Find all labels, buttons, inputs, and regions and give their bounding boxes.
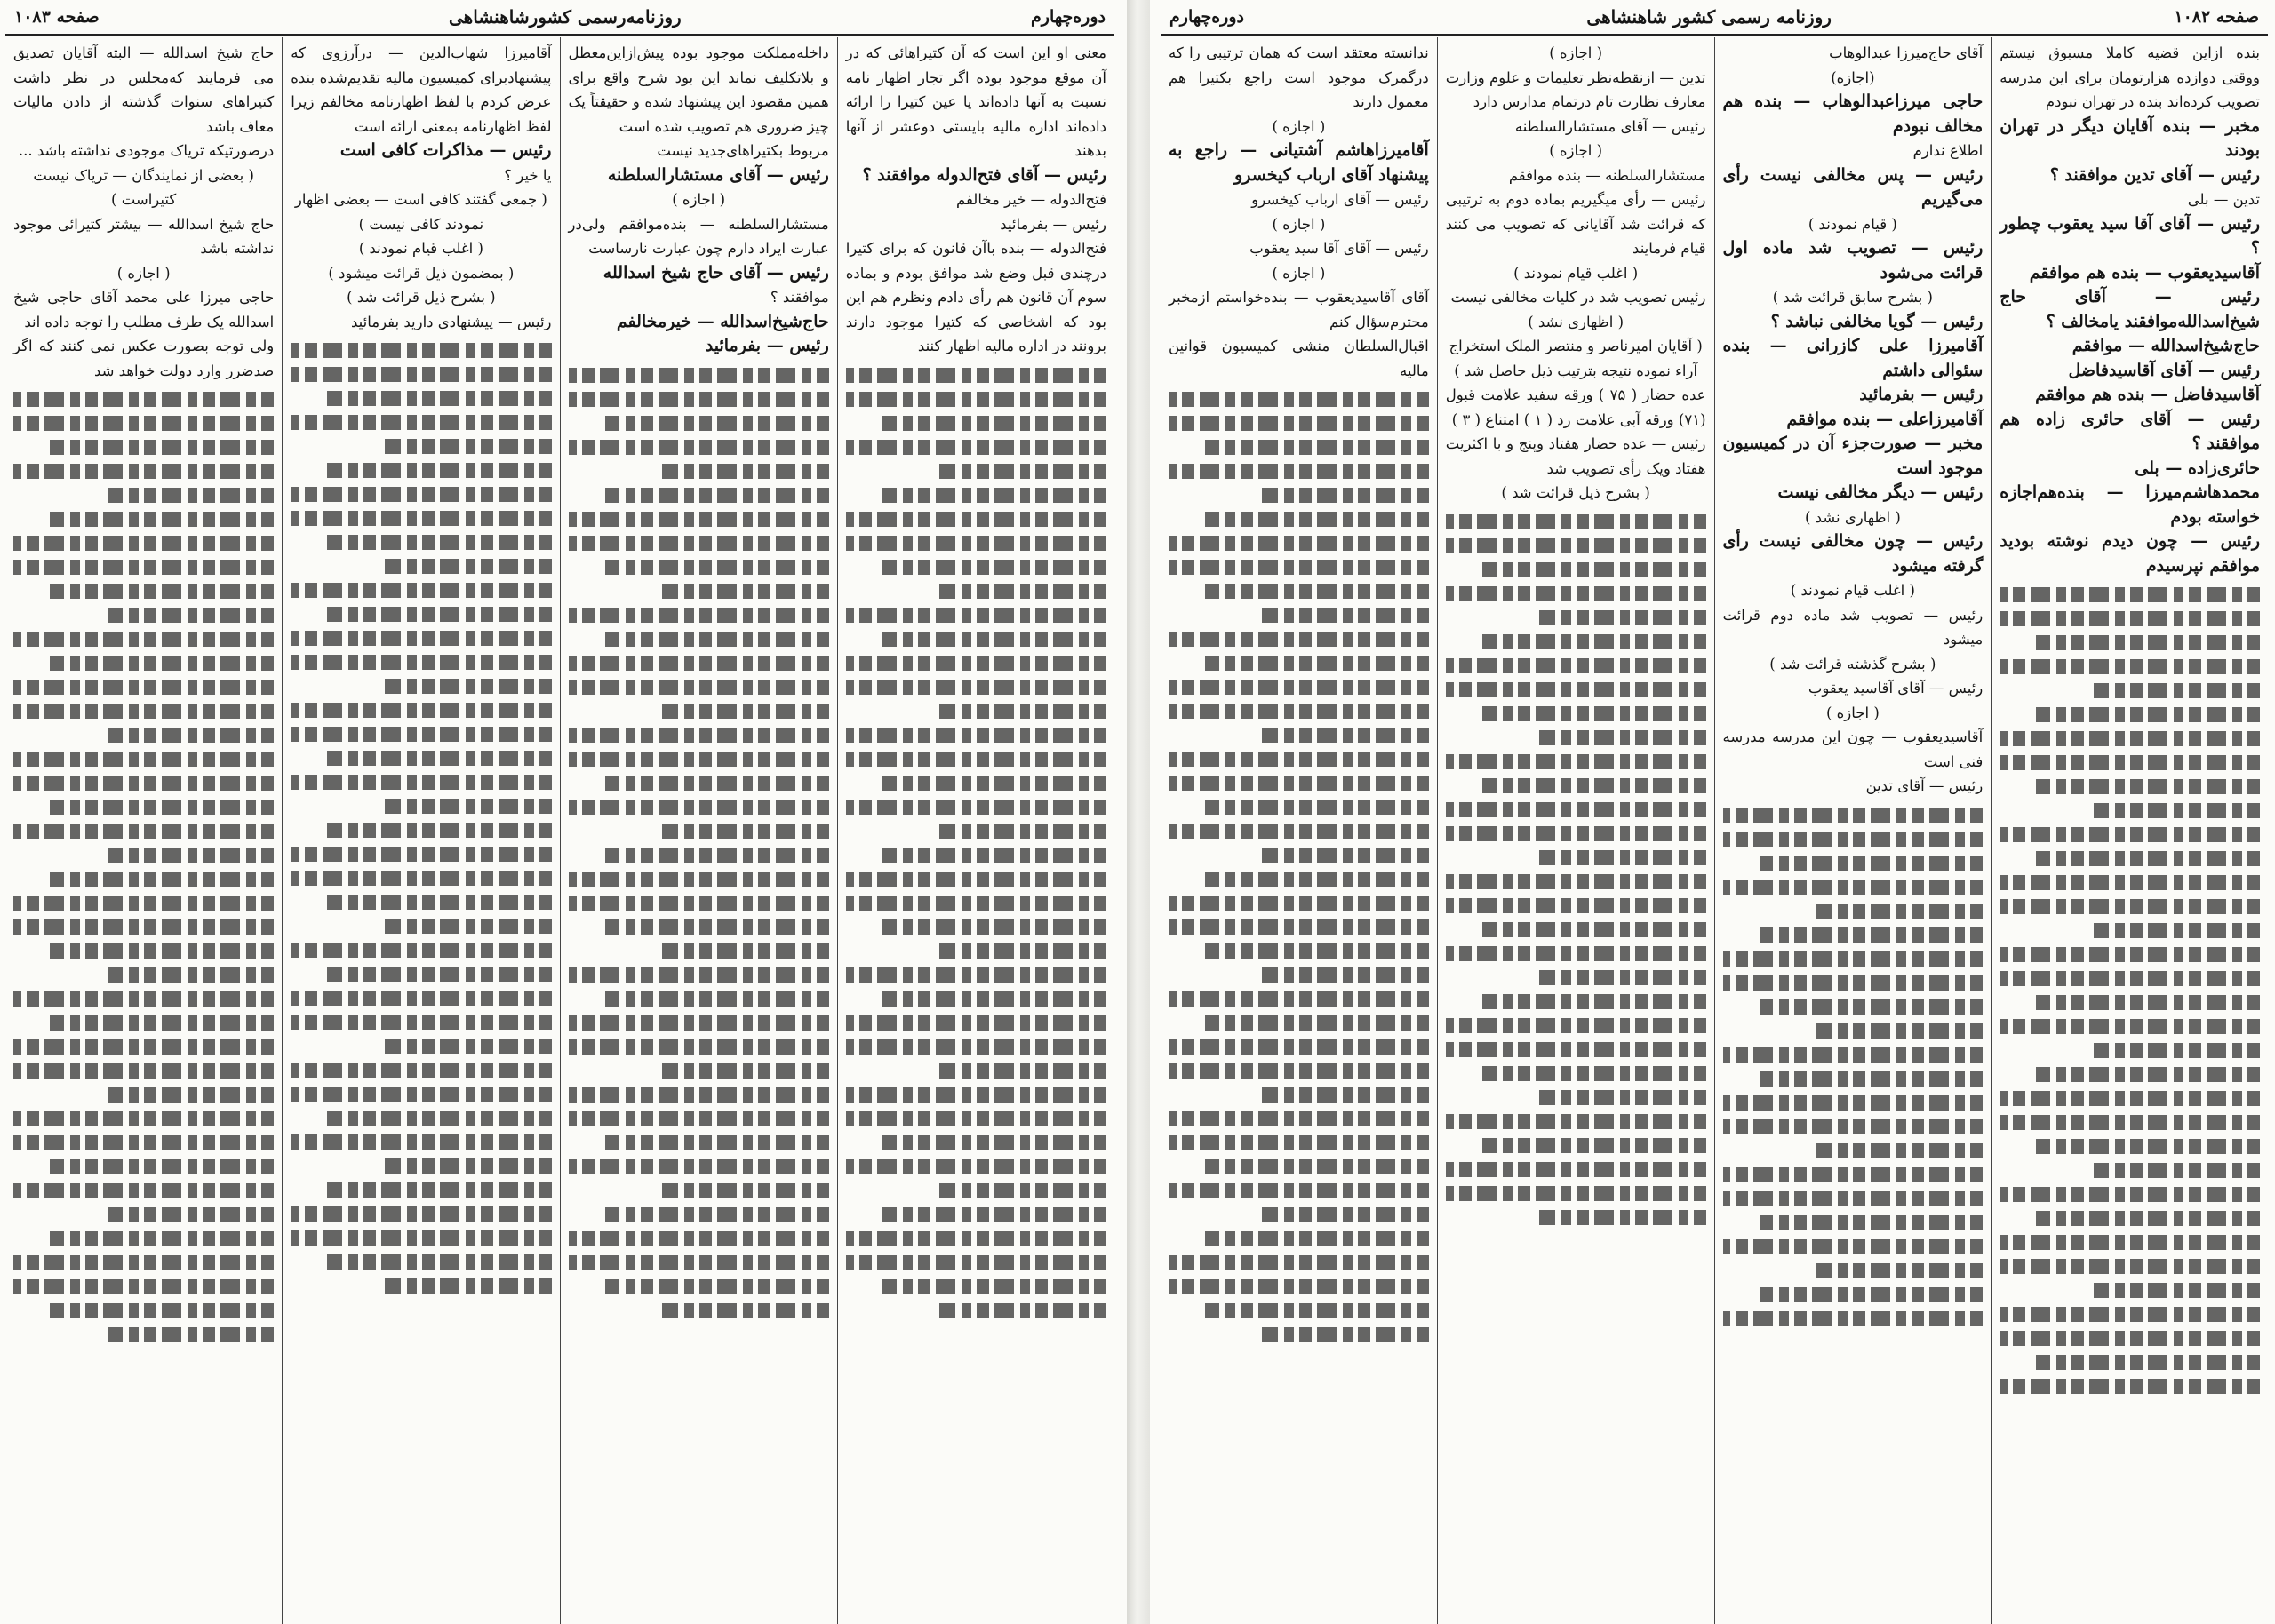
paragraph: حاجی میرزا علی محمد آقای حاجی شیخ اسدالله یک طرف مطلب را توجه داده اند (13, 289, 275, 330)
text-column (282, 37, 559, 1624)
paragraph: اقبال‌السلطان منشی کمیسیون قوانین مالیه (1169, 338, 1429, 379)
text-column (837, 37, 1114, 1624)
speaker-line: رئیس — آقای مستشار‌السلطنه (607, 164, 829, 185)
speaker-line: حاجی میرزاعبدالوهاب — بنده هم مخالف نبودم (1722, 92, 1984, 136)
parenthetical-note: ( بشرح سابق قرائت شد ) (1772, 289, 1933, 306)
paragraph: داخله‌مملکت موجود بوده پیش‌ازاین‌معطل و بلاتکلیف نماند این بود شرح واقع برای همین مقصود این پیشنهاد شده و حقیقتاً یک چیز ضروری هم تصویب شده است (568, 44, 829, 135)
parenthetical-note: ( آقایان امیرناصر و منتصر الملک استخراج آراء نموده نتیجه بترتیب ذیل حاصل شد ) (1449, 338, 1703, 379)
paragraph: اطلاع ندارم (1912, 142, 1984, 159)
paragraph: رئیس — رأی میگیریم بماده دوم به ترتیبی که قرائت شد آقایانی که تصویب می کنند قیام فرمایند (1445, 191, 1706, 257)
right-page-columns (1161, 37, 2268, 1624)
speaker-line: رئیس — آقای حاج شیخ‌اسدالله‌موافقند یامخالف ؟ (2000, 287, 2260, 331)
paragraph: درصورتیکه تریاک موجودی نداشته باشد ... (18, 142, 275, 159)
speaker-line: رئیس — آقای تدین موافقند ؟ (2049, 164, 2260, 185)
speaker-line: رئیس — بفرمائید (705, 336, 829, 355)
speaker-line: آقامیرزاعلی — بنده موافقم (1786, 409, 1984, 429)
speaker-line: رئیس — گویا مخالفی نباشد ؟ (1770, 311, 1984, 331)
paragraph: عده حضار ( ۷۵ ) ورقه سفید علامت قبول (۷۱) ورقه آبی علامت رد ( ۱ ) امتناع ( ۳ ) (1445, 386, 1706, 428)
left-page-columns (5, 37, 1114, 1624)
paragraph: رئیس — آقای آقا سید یعقوب (1249, 240, 1429, 257)
illegible-text-block (846, 368, 1106, 1318)
paragraph: آقاسیدیعقوب — چون این مدرسه مدرسه فنی است (1722, 728, 1984, 770)
right-page-title: روزنامه رسمی کشور شاهنشاهی (1586, 6, 1832, 28)
speaker-line: حاج‌شیخ‌اسدالله — موافقم (2071, 336, 2260, 355)
paragraph: فتح‌الدوله — خیر مخالفم (955, 191, 1106, 208)
speaker-line: محمدهاشم‌میرزا — بنده‌هم‌اجازه خواسته بودم (2000, 482, 2260, 527)
parenthetical-note: ( اجازه ) (1272, 264, 1326, 282)
right-page-edition: دوره‌چهارم (1169, 7, 1244, 27)
speaker-line: حاج‌شیخ‌اسدالله — خیر‌مخالفم (616, 311, 829, 331)
paragraph: یا خیر ؟ (504, 166, 552, 184)
parenthetical-note: ( اجازه ) (1549, 142, 1603, 159)
paragraph: ولی توجه بصورت عکس نمی کنند که اگر صدضرر وارد دولت خواهد شد (13, 338, 275, 379)
speaker-line: رئیس — دیگر مخالفی نیست (1777, 482, 1984, 502)
parenthetical-note: ( اغلب قیام نمودند ) (1790, 582, 1915, 599)
left-page-number: صفحه ۱۰۸۳ (14, 7, 100, 27)
left-page-header (5, 0, 1114, 36)
speaker-line: رئیس — پس مخالفی نیست رأی می‌گیریم (1722, 164, 1984, 209)
paragraph: رئیس — عده حضار هفتاد وپنج و با اکثریت هفتاد ویک رأی تصویب شد (1445, 435, 1706, 477)
paragraph: رئیس — آقای ارباب کیخسرو (1251, 191, 1429, 208)
speaker-line: رئیس — چون دیدم نوشته بودید موافقم نپرسیدم (2000, 531, 2260, 576)
speaker-line: حائری‌زاده — بلی (2135, 458, 2260, 478)
speaker-line: رئیس — آقای حاج شیخ اسدالله (603, 262, 829, 283)
parenthetical-note: ( اجازه ) (1272, 117, 1326, 135)
paragraph: رئیس تصویب شد در کلیات مخالفی نیست (1450, 289, 1706, 306)
speaker-line: رئیس — آقای فتح‌الدوله موافقند ؟ (862, 164, 1106, 185)
speaker-line: رئیس — بفرمائید (1859, 385, 1984, 404)
paragraph: بنده ازاین قضیه کاملا مسبوق نیستم ووقتی دوازده هزارتومان برای این مدرسه تصویب کرده‌اند بنده در تهران نبودم (2000, 44, 2260, 110)
parenthetical-note: ( اجازه ) (116, 264, 171, 282)
left-page (0, 0, 1127, 1624)
right-page (1150, 0, 2275, 1624)
speaker-line: آقاسیدفاضل — بنده هم موافقم (2035, 385, 2260, 404)
paragraph: مستشار‌السلطنه — بنده‌موافقم ولی‌در عبارت ایراد دارم چون عبارت نارساست (568, 215, 829, 257)
parenthetical-note: ( اجازه ) (1272, 215, 1326, 233)
parenthetical-note: ( قیام نمودند ) (1808, 215, 1897, 233)
parenthetical-note: ( بعضی از نمایندگان — تریاک نیست کتیراست ) (33, 166, 254, 208)
paragraph: تدین — بلی (2187, 191, 2260, 208)
illegible-text-block (1169, 392, 1429, 1342)
right-page-number: صفحه ۱۰۸۲ (2174, 7, 2259, 27)
text-column (1437, 37, 1714, 1624)
parenthetical-note: ( بشرح ذیل قرائت شد ) (1501, 484, 1650, 501)
speaker-line: رئیس — آقای آقاسیدفاضل (2068, 360, 2260, 380)
text-column (1714, 37, 1992, 1624)
parenthetical-note: ( بشرح گذشته قرائت شد ) (1769, 655, 1936, 673)
paragraph: رئیس — تصویب شد ماده دوم قرائت میشود (1722, 606, 1984, 648)
paragraph: آقامیرزا شهاب‌الدین — درآرزوی که پیشنهادبرای کمیسیون مالیه تقدیم‌شده بنده عرض کردم با لفظ اظهارنامه مخالفم زیرا لفظ اظهارنامه بمعنی ارائه است (291, 44, 552, 135)
text-column (1991, 37, 2268, 1624)
paragraph: فتح‌الدوله — بنده باآن قانون که برای کتیرا درچندی قبل وضع شد موافق بودم و بماده سوم آن قانون هم رأی دادم ونظرم هم این بود که اشخاصی که کتیرا موجود دارند برونند در اداره مالیه اظهار کنند (845, 240, 1106, 354)
paragraph: رئیس — آقای آقاسید یعقوب (1808, 680, 1984, 697)
speaker-line: رئیس — تصویب شد ماده اول قرائت می‌شود (1722, 238, 1984, 283)
page-gutter (1127, 0, 1150, 1624)
speaker-line: رئیس — آقای آقا سید یعقوب چطور ؟ (2000, 213, 2260, 258)
parenthetical-note: ( اظهاری نشد ) (1804, 508, 1901, 526)
speaker-line: آقامیرزاهاشم آشتیانی — راجع به پیشنهاد آقای ارباب کیخسرو (1169, 140, 1429, 185)
text-column (560, 37, 837, 1624)
paragraph: مستشار‌السلطنه — بنده موافقم (1508, 166, 1706, 184)
left-page-title: روزنامه‌رسمی کشورشاهنشاهی (449, 6, 682, 28)
speaker-line: مخبر — صورت‌جزء آن در کمیسیون موجود است (1722, 434, 1984, 478)
speaker-line: رئیس — مذاکرات کافی است (339, 140, 552, 160)
speaker-line: رئیس — چون مخالفی نیست رأی گرفته میشود (1722, 531, 1984, 576)
speaker-line: آقامیرزا علی کازرانی — بنده سئوالی داشتم (1722, 336, 1984, 380)
right-page-header (1161, 0, 2268, 36)
paragraph: موافقند ؟ (770, 289, 829, 306)
paragraph: تدین — ازنقطه‌نظر تعلیمات و علوم وزارت معارف نظارت تام درتمام مدارس دارد (1445, 68, 1706, 110)
illegible-text-block (569, 368, 829, 1318)
speaker-line: مخبر — بنده آقایان دیگر در تهران بودند (2000, 115, 2260, 160)
parenthetical-note: ( اغلب قیام نمودند ) (1513, 264, 1639, 282)
text-column (1161, 37, 1437, 1624)
text-column (5, 37, 282, 1624)
paragraph: رئیس — آقای تدین (1865, 777, 1984, 794)
paragraph: رئیس — بفرمائید (1000, 215, 1106, 233)
illegible-text-block (2000, 587, 2260, 1394)
speaker-line: رئیس — آقای حائری زاده هم موافقند ؟ (2000, 409, 2260, 453)
parenthetical-note: ( اجازه ) (1825, 704, 1880, 721)
speaker-line: آقاسیدیعقوب — بنده هم موافقم (2029, 262, 2260, 283)
parenthetical-note: (اجازه) (1831, 68, 1875, 86)
illegible-text-block (13, 392, 274, 1342)
paragraph: حاج شیخ اسدالله — بیشتر کتیرائی موجود نداشته باشد (13, 215, 275, 257)
parenthetical-note: ( بشرح ذیل قرائت شد ) (347, 289, 496, 306)
illegible-text-block (1723, 808, 1984, 1326)
parenthetical-note: ( اغلب قیام نمودند ) (358, 240, 483, 257)
parenthetical-note: ( اجازه ) (672, 191, 726, 208)
paragraph: رئیس — پیشنهادی دارید بفرمائید (350, 313, 552, 330)
paragraph: آقای آقاسیدیعقوب — بنده‌خواستم ازمخبر محترم‌سؤال کنم (1169, 289, 1429, 330)
paragraph: معنی او این است که آن کتیراهائی که در آن موقع موجود بوده اگر تجار اظهار نامه نسبت به آنها داده‌اند یا عین کتیرا را ارائه داده‌اند اداره مالیه بایستی دوعشر از آنها بدهند (845, 44, 1106, 159)
parenthetical-note: ( جمعی گفتند کافی است — بعضی اظهار نمودند کافی نیست ) (294, 191, 547, 233)
paragraph: حاج شیخ اسدالله — البته آقایان تصدیق می فرمایند که‌مجلس در نظر داشت کتیراهای سنوات گذشته از دادن مالیات معاف باشد (13, 44, 275, 135)
parenthetical-note: ( اظهاری نشد ) (1528, 313, 1624, 330)
left-page-edition: دوره‌چهارم (1031, 7, 1106, 27)
paragraph: آقای حاج‌میرزا عبدالوهاب (1829, 44, 1984, 61)
parenthetical-note: ( بمضمون ذیل قرائت میشود ) (328, 264, 515, 282)
illegible-text-block (1446, 514, 1706, 1225)
parenthetical-note: ( اجازه ) (1549, 44, 1603, 61)
illegible-text-block (291, 343, 551, 1294)
paragraph: رئیس — آقای مستشار‌السلطنه (1514, 117, 1706, 135)
paragraph: ندانسته معتقد است که همان ترتیبی را که درگمرک موجود است راجع بکتیرا هم معمول دارند (1169, 44, 1429, 110)
paragraph: مربوط بکتیراهای‌جدید نیست (657, 142, 829, 159)
